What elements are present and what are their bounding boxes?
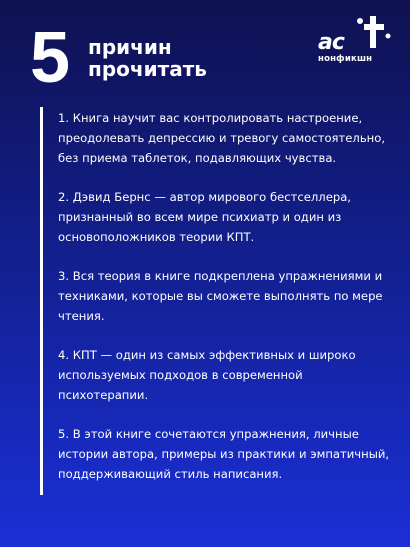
page-title [88, 36, 207, 80]
vertical-divider [40, 107, 43, 495]
reason-item: 4. КПТ — один из самых эффективных и широко используемых подходов в современной психотерапии. [58, 348, 356, 402]
logo-letters: ас [318, 30, 344, 55]
publisher-logo [318, 14, 400, 76]
title-line-1: причин [88, 35, 172, 59]
reason-item: 5. В этой книге сочетаются упражнения, личные истории автора, примеры из практики и эмпатичный, поддерживающий стиль написания. [58, 427, 390, 481]
reasons-count: 5 [30, 18, 70, 98]
reason-item: 1. Книга научит вас контролировать настроение, преодолевать депрессию и тревогу самостоятельно, без приема таблеток, подавляющих чувства. [58, 111, 386, 165]
title-line-2: прочитать [88, 57, 207, 81]
reason-item: 3. Вся теория в книге подкреплена упражнениями и техниками, которые вы сможете выполнять по мере чтения. [58, 269, 383, 323]
reasons-list [58, 108, 394, 503]
logo-wordmark: нонфикшн [318, 54, 373, 64]
reason-item: 2. Дэвид Бернс — автор мирового бестселлера, признанный во всем мире психиатр и один из основоположников теории КПТ. [58, 190, 351, 244]
